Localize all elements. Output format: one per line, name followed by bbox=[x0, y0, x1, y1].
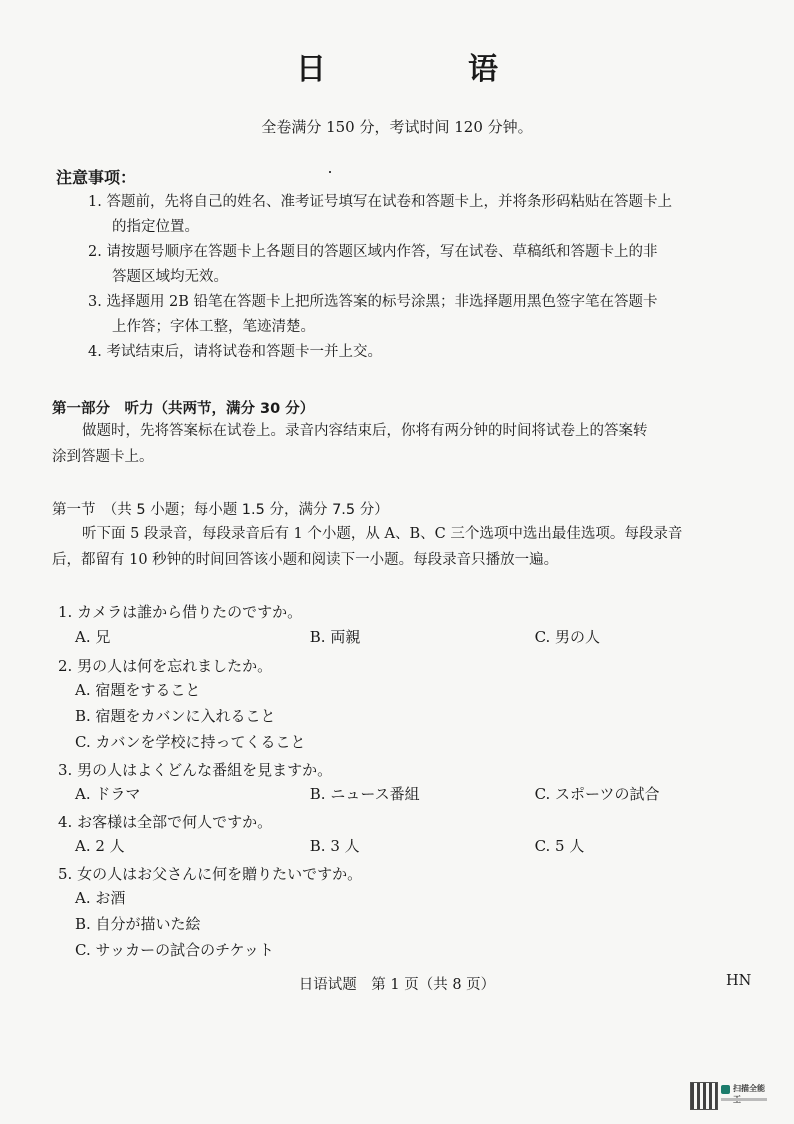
question-5-options bbox=[75, 885, 765, 963]
qr-code-icon bbox=[690, 1082, 718, 1110]
para-line: 后，都留有 10 秒钟的时间回答该小题和阅读下一小题。每段录音只播放一遍。 bbox=[52, 552, 559, 568]
note-line: 2. 请按题号顺序在答题卡上各题目的答题区域内作答，写在试卷、草稿纸和答题卡上的非 bbox=[88, 244, 658, 260]
option-b: B. 3 人 bbox=[309, 837, 360, 855]
option-b: B. 両親 bbox=[309, 628, 361, 646]
option-a: A. 2 人 bbox=[75, 837, 125, 855]
note-line: 4. 考试结束后，请将试卷和答题卡一并上交。 bbox=[88, 344, 382, 360]
para-line: 听下面 5 段录音，每段录音后有 1 个小题，从 A、B、C 三个选项中选出最佳选项。每段录音 bbox=[82, 526, 683, 542]
exam-info: 全卷满分 150 分，考试时间 120 分钟。 bbox=[261, 118, 533, 136]
question-1: 1. カメラは誰から借りたのですか。 bbox=[58, 603, 303, 621]
option-c: C. スポーツの試合 bbox=[534, 785, 660, 803]
part1-heading: 第一部分 听力（共两节，满分 30 分） bbox=[52, 401, 315, 417]
note-line: 答题区域均无效。 bbox=[112, 269, 228, 285]
question-3-options bbox=[75, 781, 765, 807]
note-line: 3. 选择题用 2B 铅笔在答题卡上把所选答案的标号涂黑；非选择题用黑色签字笔在答题卡 bbox=[88, 294, 658, 310]
option-a: A. 宿題をすること bbox=[75, 681, 201, 699]
note-item bbox=[88, 340, 764, 365]
page-title: 日 语 bbox=[296, 52, 554, 87]
notes-heading: 注意事项： bbox=[56, 168, 137, 187]
option-a: A. 兄 bbox=[75, 628, 111, 646]
scanner-logo-icon bbox=[721, 1085, 730, 1094]
stray-mark bbox=[329, 171, 331, 173]
question-5: 5. 女の人はお父さんに何を贈りたいですか。 bbox=[58, 865, 363, 883]
para-line: 做题时，先将答案标在试卷上。录音内容结束后，你将有两分钟的时间将试卷上的答案转 bbox=[82, 423, 648, 439]
note-item bbox=[88, 190, 764, 240]
option-c: C. サッカーの試合のチケット bbox=[75, 941, 274, 959]
note-line: 的指定位置。 bbox=[112, 219, 199, 235]
option-c: C. カバンを学校に持ってくること bbox=[75, 733, 306, 751]
page-footer: 日语试题 第 1 页（共 8 页） bbox=[298, 977, 496, 993]
question-2: 2. 男の人は何を忘れましたか。 bbox=[58, 657, 273, 675]
note-line: 上作答；字体工整，笔迹清楚。 bbox=[112, 319, 315, 335]
part1-instructions bbox=[52, 418, 762, 470]
section1-instructions bbox=[52, 521, 762, 573]
scanner-subtext-bar bbox=[721, 1098, 767, 1101]
question-2-options bbox=[75, 677, 765, 755]
option-b: B. ニュース番組 bbox=[309, 785, 420, 803]
question-4: 4. お客様は全部で何人ですか。 bbox=[58, 813, 273, 831]
option-a: A. ドラマ bbox=[75, 785, 141, 803]
option-c: C. 男の人 bbox=[534, 628, 601, 646]
para-line: 涂到答题卡上。 bbox=[52, 449, 154, 465]
option-a: A. お酒 bbox=[75, 889, 126, 907]
scanner-label: 扫描全能 bbox=[733, 1084, 765, 1093]
note-item bbox=[88, 240, 764, 290]
note-line: 1. 答题前，先将自己的姓名、准考证号填写在试卷和答题卡上，并将条形码粘贴在答题卡上 bbox=[88, 194, 672, 210]
scanner-badge bbox=[690, 1082, 768, 1112]
question-4-options bbox=[75, 833, 765, 859]
question-1-options bbox=[75, 624, 765, 650]
option-c: C. 5 人 bbox=[534, 837, 585, 855]
option-b: B. 宿題をカバンに入れること bbox=[75, 707, 276, 725]
notes-list bbox=[88, 190, 764, 365]
note-item bbox=[88, 290, 764, 340]
question-3: 3. 男の人はよくどんな番組を見ますか。 bbox=[58, 761, 333, 779]
section1-heading: 第一节 （共 5 小题；每小题 1.5 分，满分 7.5 分） bbox=[52, 502, 389, 518]
footer-code: HN bbox=[726, 973, 752, 989]
option-b: B. 自分が描いた絵 bbox=[75, 915, 201, 933]
